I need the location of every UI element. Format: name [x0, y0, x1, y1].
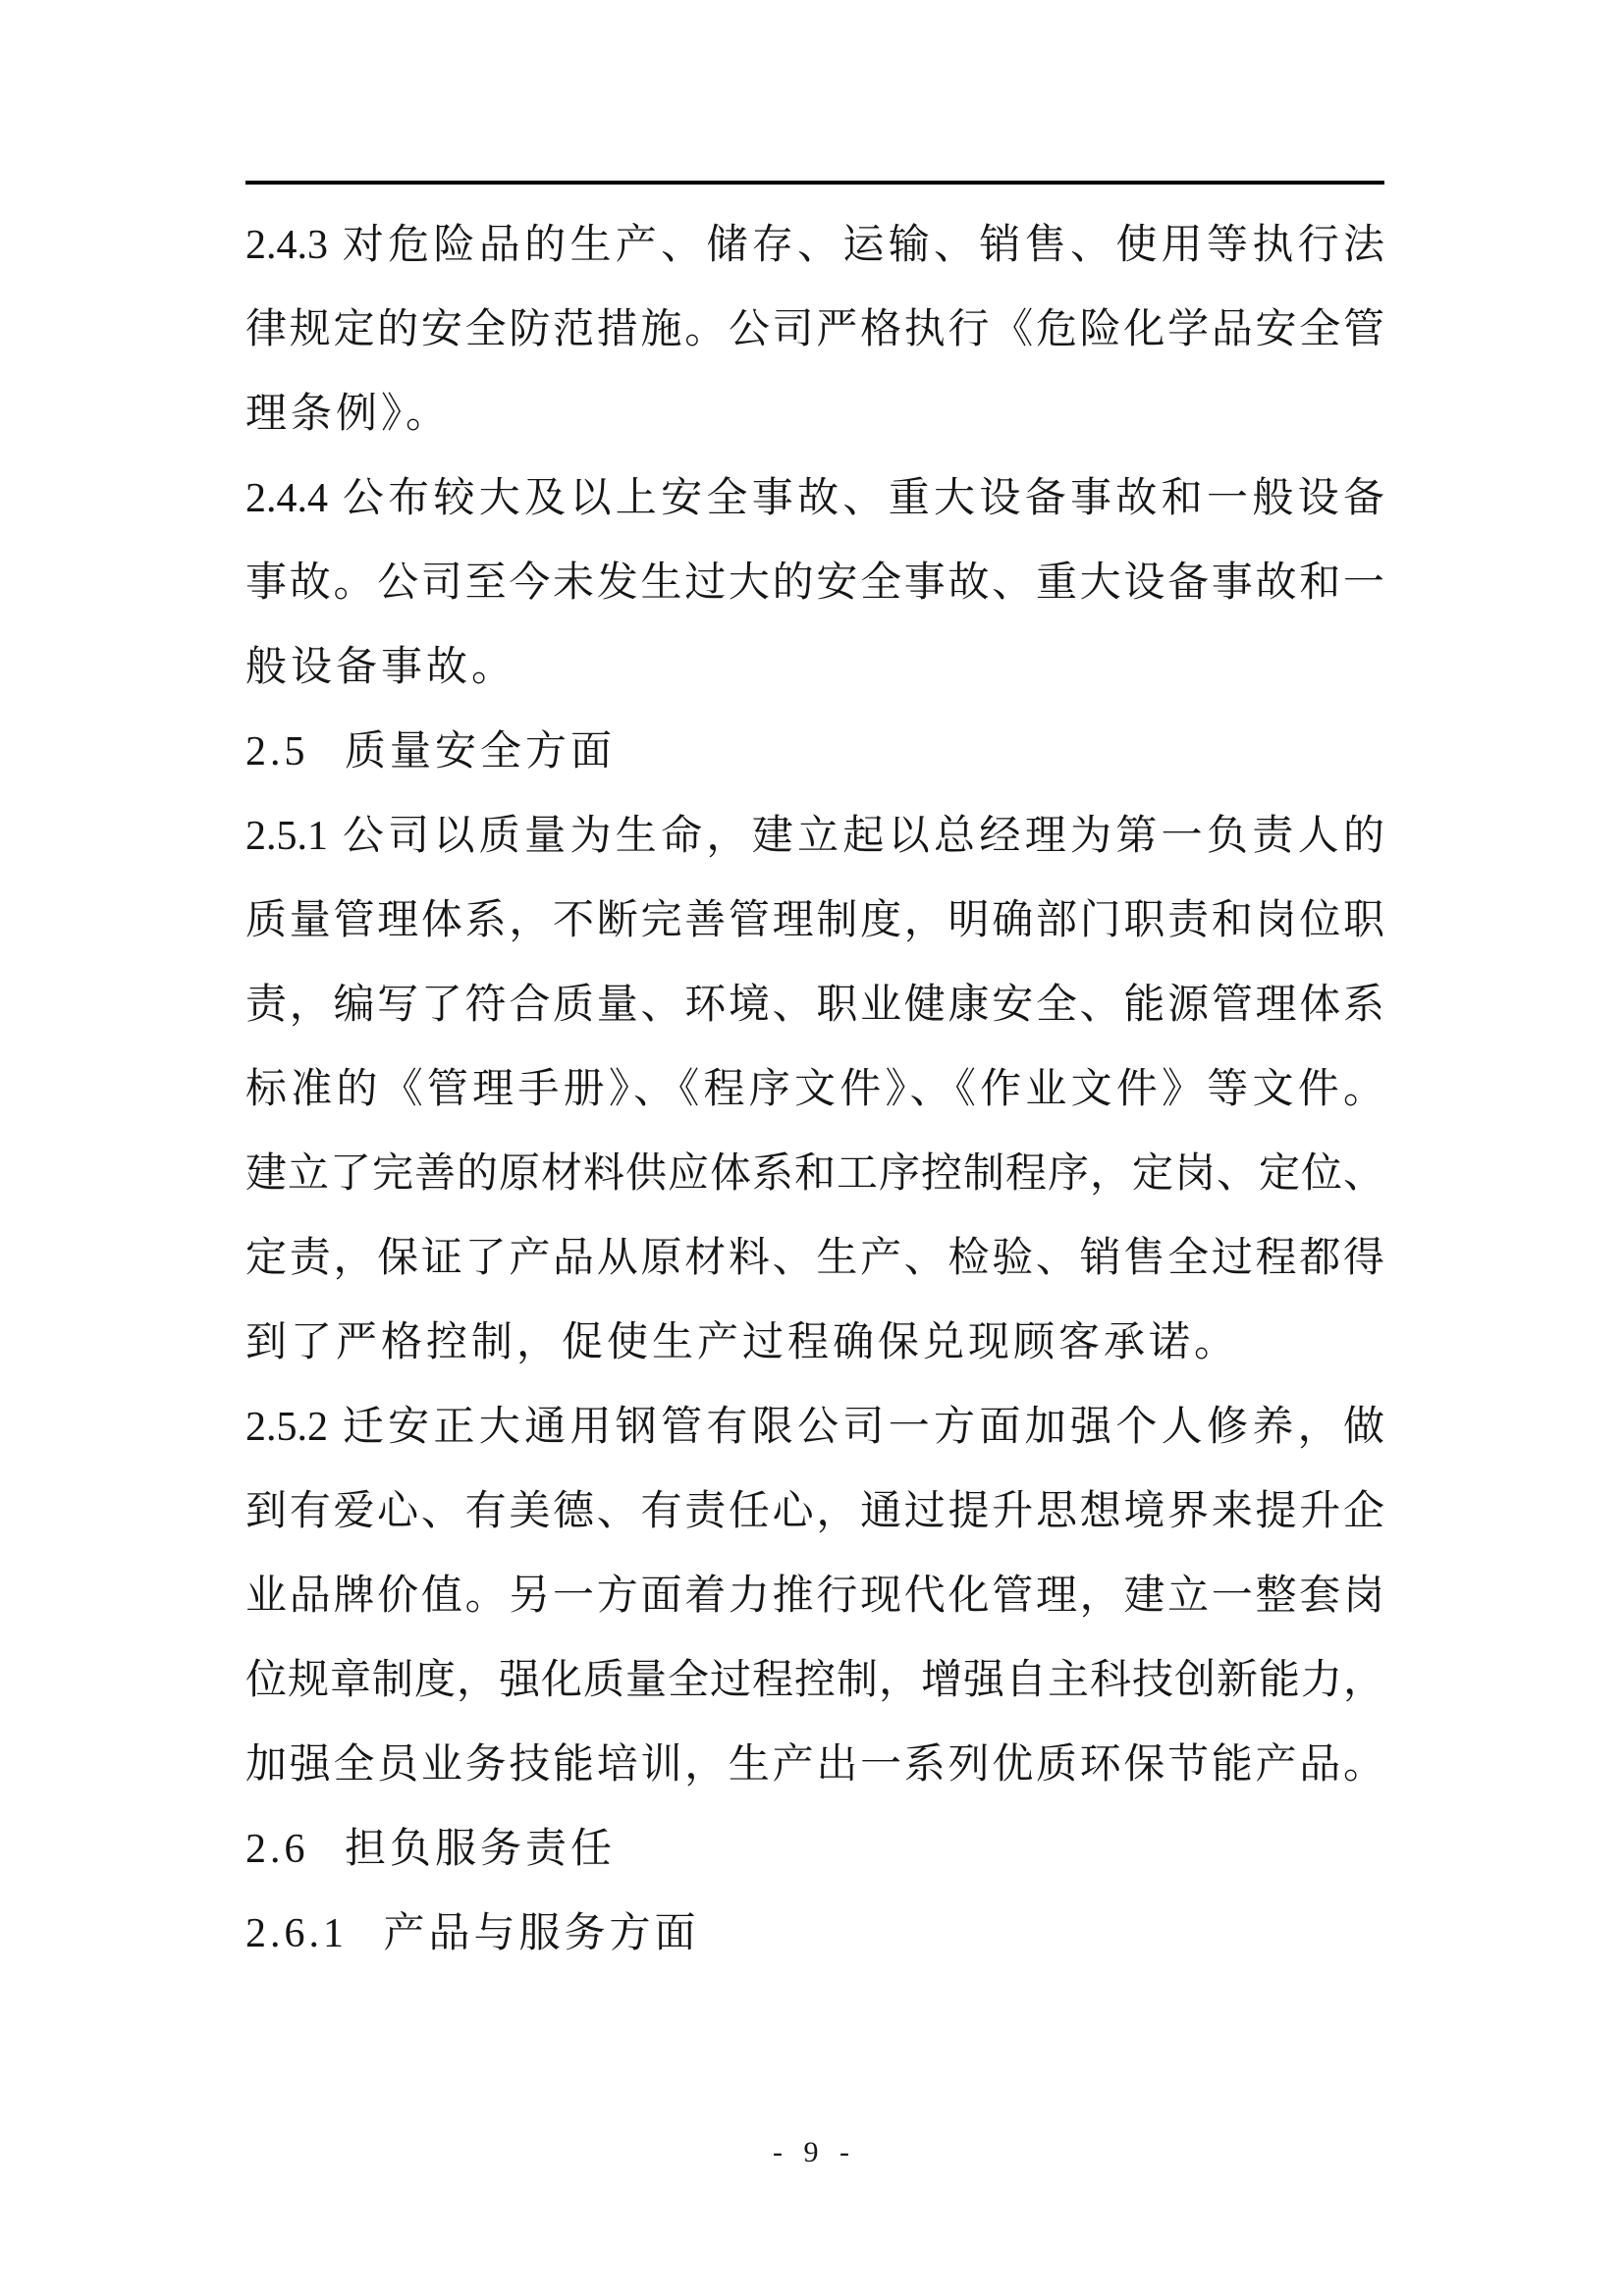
- text-line: 2.5.2 迁安正大通用钢管有限公司一方面加强个人修养，做: [245, 1405, 1384, 1450]
- text-line: 到有爱心、有美德、有责任心，通过提升思想境界来提升企: [245, 1489, 1384, 1534]
- page-number: - 9 -: [773, 2136, 851, 2168]
- text-line: 标准的《管理手册》、《程序文件》、《作业文件》等文件。: [245, 1067, 1384, 1112]
- document-body: [245, 203, 1384, 1976]
- text-line: 定责，保证了产品从原材料、生产、检验、销售全过程都得: [245, 1236, 1384, 1281]
- text-line: 理条例》。: [245, 392, 452, 437]
- text-line: 责，编写了符合质量、环境、职业健康安全、能源管理体系: [245, 983, 1384, 1028]
- text-line: 业品牌价值。另一方面着力推行现代化管理，建立一整套岗: [245, 1574, 1384, 1619]
- text-line: 律规定的安全防范措施。公司严格执行《危险化学品安全管: [245, 307, 1384, 352]
- text-line: 质量管理体系，不断完善管理制度，明确部门职责和岗位职: [245, 898, 1384, 943]
- text-line: 2.5 质量安全方面: [245, 729, 617, 774]
- text-line: 2.4.4 公布较大及以上安全事故、重大设备事故和一般设备: [245, 476, 1384, 521]
- text-line: 位规章制度，强化质量全过程控制，增强自主科技创新能力，: [245, 1658, 1384, 1703]
- text-line: 建立了完善的原材料供应体系和工序控制程序，定岗、定位、: [245, 1151, 1384, 1197]
- text-line: 2.6 担负服务责任: [245, 1827, 617, 1872]
- header-divider-rule: [245, 181, 1384, 185]
- text-line: 般设备事故。: [245, 645, 517, 690]
- text-line: 事故。公司至今未发生过大的安全事故、重大设备事故和一: [245, 561, 1384, 606]
- text-line: 2.4.3 对危险品的生产、储存、运输、销售、使用等执行法: [245, 223, 1384, 268]
- text-line: 2.6.1 产品与服务方面: [245, 1911, 700, 1956]
- text-line: 2.5.1 公司以质量为生命，建立起以总经理为第一负责人的: [245, 814, 1384, 859]
- text-line: 加强全员业务技能培训，生产出一系列优质环保节能产品。: [245, 1742, 1384, 1788]
- text-line: 到了严格控制，促使生产过程确保兑现顾客承诺。: [245, 1320, 1240, 1365]
